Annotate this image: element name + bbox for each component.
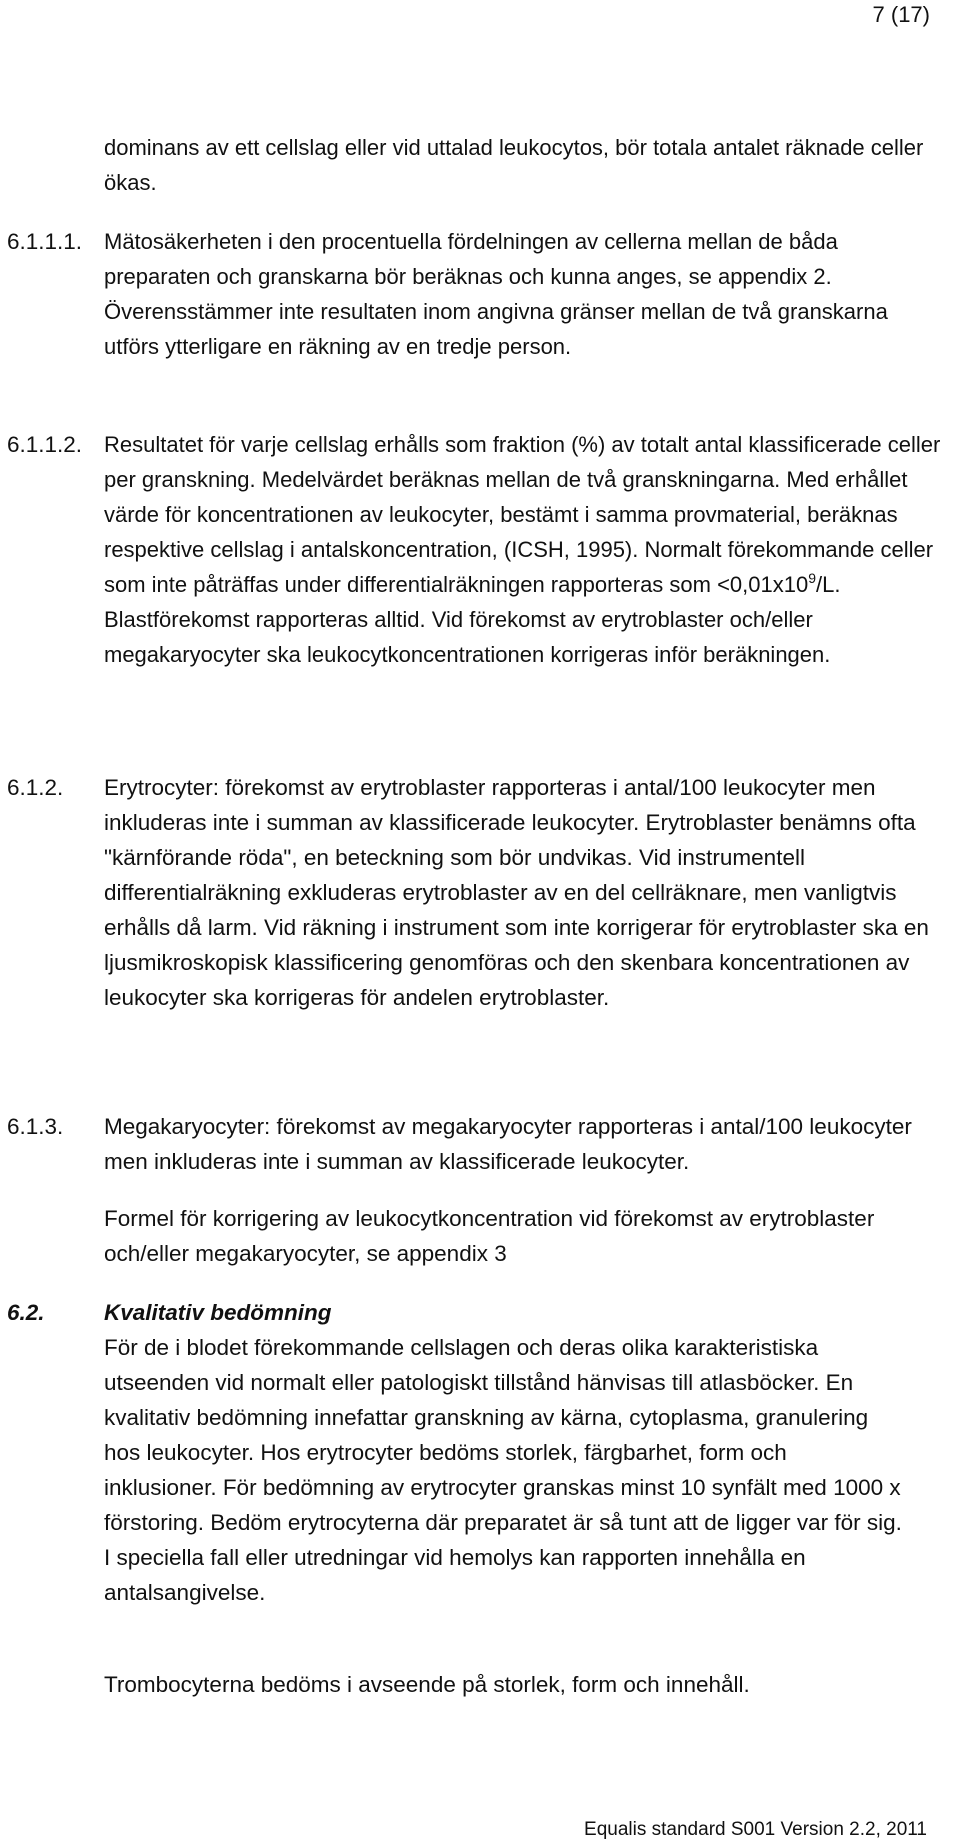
section-number-6-1-1-2: 6.1.1.2.: [7, 432, 83, 457]
section-6-1-2-text: Erytrocyter: förekomst av erytroblaster rapporteras i antal/100 leukocyter men inkluderas inte i summan av klassificerade leukocyter. Erytroblaster benämns ofta "kärnförande röda", en beteckning som bör undvikas. Vid instrumentell differentialräkning exkluderas erytroblaster av en del cellräknare, men vanligtvis erhålls då larm. Vid räkning i instrument som inte korrigerar för erytroblaster ska en ljusmikroskopisk klassificering genomföras och den skenbara koncentrationen av leukocyter ska korrigeras för andelen erytroblaster.: [104, 775, 929, 1010]
section-6-2-text: För de i blodet förekommande cellslagen och deras olika karakteristiska utseenden vid normalt eller patologiskt tillstånd hänvisas till atlasböcker. En kvalitativ bedömning innefattar granskning av kärna, cytoplasma, granulering hos leukocyter. Hos erytrocyter bedöms storlek, färgbarhet, form och inklusioner. För bedömning av erytrocyter granskas minst 10 synfält med 1000 x förstoring. Bedöm erytrocyterna där preparatet är så tunt att de ligger var för sig. I speciella fall eller utredningar vid hemolys kan rapporten innehålla en antalsangivelse.: [104, 1335, 902, 1605]
section-6-1-1-2-text-part1: Resultatet för varje cellslag erhålls som fraktion (%) av totalt antal klassificerade celler per granskning. Medelvärdet beräknas mellan de två granskningarna. Med erhållet värde för koncentrationen av leukocyter, bestämt i samma provmaterial, beräknas respektive cellslag i antalskoncentration, (ICSH, 1995). Normalt förekommande celler som inte påträffas under differentialräkningen rapporteras som <0,01x10: [104, 432, 941, 597]
section-number-6-1-2: 6.1.2.: [7, 775, 64, 800]
section-number-6-2: 6.2.: [7, 1300, 45, 1325]
page-number: 7 (17): [872, 2, 930, 27]
section-number-6-1-1-1: 6.1.1.1.: [7, 229, 83, 254]
section-6-1-1-2-text-part2: /L. Blastförekomst rapporteras alltid. Vid förekomst av erytroblaster och/eller megakaryocyter ska leukocytkoncentrationen korrigeras inför beräkningen.: [104, 572, 841, 667]
section-6-1-3-text: Megakaryocyter: förekomst av megakaryocyter rapporteras i antal/100 leukocyter men inkluderas inte i summan av klassificerade leukocyter.: [104, 1114, 912, 1174]
section-number-6-1-3: 6.1.3.: [7, 1114, 64, 1139]
section-6-2-heading: Kvalitativ bedömning: [104, 1300, 332, 1325]
formula-note: Formel för korrigering av leukocytkoncentration vid förekomst av erytroblaster och/eller megakaryocyter, se appendix 3: [104, 1206, 875, 1266]
thrombocytes-paragraph: Trombocyterna bedöms i avseende på storlek, form och innehåll.: [104, 1672, 750, 1697]
footer: Equalis standard S001 Version 2.2, 2011: [584, 1819, 927, 1840]
section-6-1-1-1-text: Mätosäkerheten i den procentuella fördelningen av cellerna mellan de båda preparaten och granskarna bör beräknas och kunna anges, se appendix 2. Överensstämmer inte resultaten inom angivna gränser mellan de två granskarna utförs ytterligare en räkning av en tredje person.: [104, 229, 888, 359]
exponent-superscript: 9: [808, 570, 817, 586]
continuation-paragraph: dominans av ett cellslag eller vid uttalad leukocytos, bör totala antalet räknade celler ökas.: [104, 135, 924, 195]
section-6-1-1-2-text: [104, 427, 952, 672]
